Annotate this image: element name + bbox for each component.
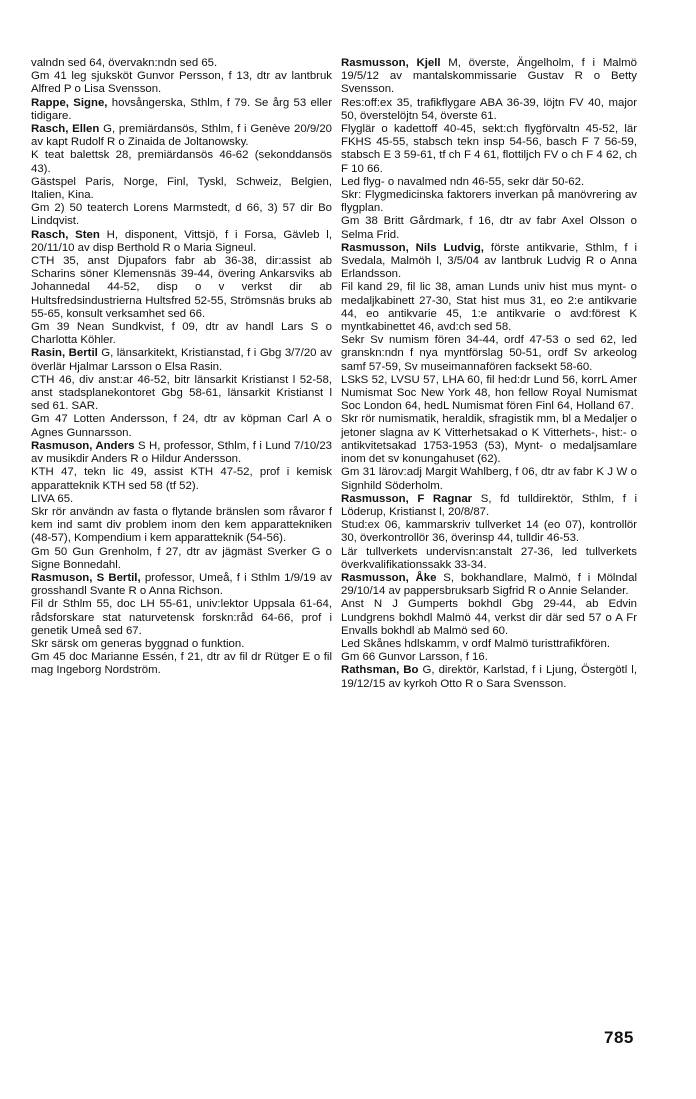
entry-text: Gm 31 lärov:adj Margit Wahlberg, f 06, dtr av fabr K J W o Signhild Söderholm. (341, 466, 637, 492)
entry-paragraph (341, 493, 637, 519)
entry-name: Rappe, Signe, (31, 96, 108, 109)
biography-entry (31, 572, 332, 678)
entry-text: Sekr Sv numism fören 34-44, ordf 47-53 o sed 62, led granskn:ndn f nya myntförslag 50-51, ordf Sv arkeolog samf 57-59, Sv museimannafören facksekt 58-60. (341, 334, 637, 373)
entry-text: Gm 47 Lotten Andersson, f 24, dtr av köpman Carl A o Agnes Gunnarsson. (31, 413, 332, 439)
entry-paragraph (31, 572, 332, 598)
entry-text: CTH 35, anst Djupafors fabr ab 36-38, dir:assist ab Scharins söner Klemensnäs 39-44, övering Ankarsviks ab Johannedal 44-52, disp o v verkst dir ab Hultsfredsindustrierna Hultsfred 52-55, Strömsnäs bruks ab 55-65, konsult verksamhet sed 66. (31, 255, 332, 320)
entry-paragraph (341, 572, 637, 598)
entry-name: Rasmusson, Nils Ludvig, (341, 241, 484, 254)
entry-paragraph (341, 519, 637, 545)
entry-text: Gm 50 Gun Grenholm, f 27, dtr av jägmäst Sverker G o Signe Bonnedahl. (31, 545, 332, 571)
entry-paragraph (31, 176, 332, 202)
biography-entry (31, 347, 332, 439)
biography-entry (31, 229, 332, 348)
biography-entry (341, 242, 637, 493)
entry-paragraph (31, 149, 332, 175)
entry-text: Fil dr Sthlm 55, doc LH 55-61, univ:lektor Uppsala 61-64, rådsforskare stat naturvetensk forskn:råd 64-66, prof i genetik Umeå sed 67. (31, 598, 332, 637)
entry-name: Rasmusson, F Ragnar (341, 492, 473, 505)
entry-text: Skr rör numismatik, heraldik, sfragistik mm, bl a Medaljer o jetoner slagna av K Vitterhetsakad o K Vitterhets-, hist:- o antikvitetsakad 1753-1953 (53), Mynt- o medaljsamlare inom det sv konungahuset (62). (341, 413, 637, 466)
entry-text: H, disponent, Vittsjö, f i Forsa, Gävleb l, 20/11/10 av disp Berthold R o Maria Signeul. (31, 228, 332, 254)
entry-paragraph (341, 374, 637, 414)
entry-paragraph (341, 334, 637, 374)
biography-entry (341, 493, 637, 572)
entry-text: Led flyg- o navalmed ndn 46-55, sekr där 50-62. (341, 175, 585, 188)
entry-text: Gm 39 Nean Sundkvist, f 09, dtr av handl Lars S o Charlotta Köhler. (31, 321, 332, 347)
entry-paragraph (341, 57, 637, 97)
entry-paragraph (341, 189, 637, 215)
entry-text: Flyglär o kadettoff 40-45, sekt:ch flygförvaltn 45-52, lär FKHS 45-55, stabsch tekn insp 54-56, basch F 7 56-59, stabsch E 3 59-61, tf ch F 4 61, flottiljch FV o ch F 4 62, ch F 10 66. (341, 123, 637, 175)
entry-text: förste antikvarie, Sthlm, f i Svedala, Malmöh l, 3/5/04 av lantbruk Ludvig R o Anna Erlandsson. (341, 241, 638, 281)
entry-name: Rasmusson, Åke (341, 571, 437, 584)
entry-paragraph (31, 638, 332, 651)
entry-paragraph (341, 638, 637, 651)
entry-text: M, överste, Ängelholm, f i Malmö 19/5/12 av mantalskommissarie Gustav R o Betty Svensson. (341, 57, 637, 96)
biography-entry (341, 664, 637, 690)
entry-paragraph (31, 413, 332, 439)
entry-paragraph (341, 97, 637, 123)
entry-text: Skr särsk om generas byggnad o funktion. (31, 637, 245, 650)
entry-name: Rasmuson, S Bertil, (31, 571, 141, 584)
page-number: 785 (604, 1028, 634, 1047)
entry-paragraph (31, 202, 332, 228)
entry-paragraph (341, 651, 637, 664)
biography-entry (31, 57, 332, 97)
entry-text: hovsångerska, Sthlm, f 79. Se årg 53 eller tidigare. (31, 96, 332, 122)
entry-text: LIVA 65. (31, 492, 74, 505)
entry-paragraph (341, 242, 637, 282)
entry-paragraph (341, 546, 637, 572)
entry-paragraph (31, 374, 332, 414)
biography-entry (31, 440, 332, 572)
entry-paragraph (31, 123, 332, 149)
entry-text: S, bokhandlare, Malmö, f i Mölndal 29/10/14 av pappersbruksarb Sigfrid R o Annie Selander. (341, 571, 638, 598)
entry-text: G, premiärdansös, Sthlm, f i Genève 20/9/20 av kapt Rudolf R o Zinaida de Joltanowsky. (31, 123, 332, 149)
entry-text: G, direktör, Karlstad, f i Ljung, Östergötl l, 19/12/15 av kyrkoh Otto R o Sara Svensson. (341, 664, 637, 690)
entry-text: KTH 47, tekn lic 49, assist KTH 47-52, prof i kemisk apparatteknik KTH sed 58 (tf 52). (31, 466, 332, 492)
entry-paragraph (341, 664, 637, 690)
entry-text: Gm 2) 50 teaterch Lorens Marmstedt, d 66, 3) 57 dir Bo Lindqvist. (31, 202, 332, 228)
entry-paragraph (341, 176, 637, 189)
entry-text: CTH 46, div anst:ar 46-52, bitr länsarkit Kristianst l 52-58, anst stadsplanekontoret Gbg 58-61, länsarkit Kristianst l sed 61. SAR. (31, 373, 332, 413)
entry-text: Led Skånes hdlskamm, v ordf Malmö turisttrafikfören. (341, 637, 611, 650)
entry-text: Skr rör användn av fasta o flytande bränslen som råvaror f kem ind samt div problem inom den kem apparattekniken (48-57), Kompendium i kem apparatteknik (54-56). (31, 505, 332, 545)
entry-text: professor, Umeå, f i Sthlm 1/9/19 av grosshandl Svante R o Anna Richson. (31, 571, 332, 598)
entry-text: Res:off:ex 35, trafikflygare ABA 36-39, löjtn FV 40, major 50, överstelöjtn 54, överste 61. (341, 96, 637, 122)
entry-text: Gästspel Paris, Norge, Finl, Tyskl, Schweiz, Belgien, Italien, Kina. (31, 175, 332, 202)
entry-text: Fil kand 29, fil lic 38, aman Lunds univ hist mus mynt- o medaljkabinett 27-30, Stat hist mus 31, eo 2:e antikvarie 44, eo antikvarie 45, 1:e antikvarie o avd:förest K myntkabinettet 46, avd:ch sed 58. (341, 281, 637, 334)
entry-paragraph (31, 321, 332, 347)
entry-paragraph (341, 215, 637, 241)
entry-paragraph (341, 413, 637, 466)
entry-paragraph (31, 347, 332, 373)
entry-paragraph (31, 598, 332, 638)
entry-paragraph (31, 255, 332, 321)
entry-text: Skr: Flygmedicinska faktorers inverkan på manövrering av flygplan. (341, 189, 637, 215)
entry-paragraph (341, 466, 637, 492)
biography-entry (31, 123, 332, 229)
entry-text: Stud:ex 06, kammarskriv tullverket 14 (eo 07), kontrollör 30, överkontrollör 36, överinsp 44, tulldir 46-53. (341, 519, 637, 545)
entry-text: S, fd tulldirektör, Sthlm, f i Löderup, Kristianst l, 20/8/87. (341, 492, 637, 518)
biography-entry (341, 572, 637, 664)
biography-entry (31, 97, 332, 123)
entry-name: Rasin, Bertil (31, 347, 98, 360)
entry-paragraph (341, 598, 637, 638)
entry-paragraph (31, 466, 332, 492)
entry-text: K teat balettsk 28, premiärdansös 46-62 (sekonddansös 43). (31, 149, 332, 175)
right-column (341, 57, 637, 691)
entry-paragraph (341, 123, 637, 176)
entry-paragraph (31, 57, 332, 70)
entry-paragraph (31, 97, 332, 123)
entry-paragraph (31, 506, 332, 546)
entry-text: S H, professor, Sthlm, f i Lund 7/10/23 av musikdir Anders R o Hildur Andersson. (31, 439, 332, 466)
entry-name: Rasmusson, Kjell (341, 57, 441, 69)
entry-paragraph (31, 651, 332, 677)
entry-text: Anst N J Gumperts bokhdl Gbg 29-44, ab Edvin Lundgrens bokhdl Malmö 44, verkst dir där sed 57 o A Fr Envalls bokhdl ab Malmö sed 60. (341, 598, 637, 637)
entry-paragraph (31, 70, 332, 96)
entry-paragraph (341, 281, 637, 334)
entry-paragraph (31, 546, 332, 572)
entry-paragraph (31, 493, 332, 506)
entry-text: Gm 41 leg sjuksköt Gunvor Persson, f 13, dtr av lantbruk Alfred P o Lisa Svensson. (31, 70, 332, 96)
entry-paragraph (31, 440, 332, 466)
entry-name: Rasch, Sten (31, 228, 100, 241)
entry-text: G, länsarkitekt, Kristianstad, f i Gbg 3/7/20 av överlär Hjalmar Larsson o Elsa Rasin. (31, 347, 332, 373)
entry-text: valndn sed 64, övervakn:ndn sed 65. (31, 57, 218, 69)
entry-text: Gm 38 Britt Gårdmark, f 16, dtr av fabr Axel Olsson o Selma Frid. (341, 215, 637, 241)
entry-name: Rathsman, Bo (341, 664, 419, 677)
entry-name: Rasmuson, Anders (31, 439, 135, 452)
entry-text: Lär tullverkets undervisn:anstalt 27-36, led tullverkets överkvalifikationssakk 33-34. (341, 545, 637, 571)
entry-name: Rasch, Ellen (31, 123, 100, 136)
entry-text: LSkS 52, LVSU 57, LHA 60, fil hed:dr Lund 56, korrL Amer Numismat Soc New York 48, hon fellow Royal Numismat Soc London 64, hedL Numismat fören Finl 64, Holland 67. (341, 373, 637, 413)
entry-text: Gm 66 Gunvor Larsson, f 16. (341, 651, 488, 664)
left-column (31, 57, 332, 678)
biography-entry (341, 57, 637, 242)
entry-paragraph (31, 229, 332, 255)
entry-text: Gm 45 doc Marianne Essén, f 21, dtr av fil dr Rütger E o fil mag Ingeborg Nordström. (31, 651, 332, 677)
